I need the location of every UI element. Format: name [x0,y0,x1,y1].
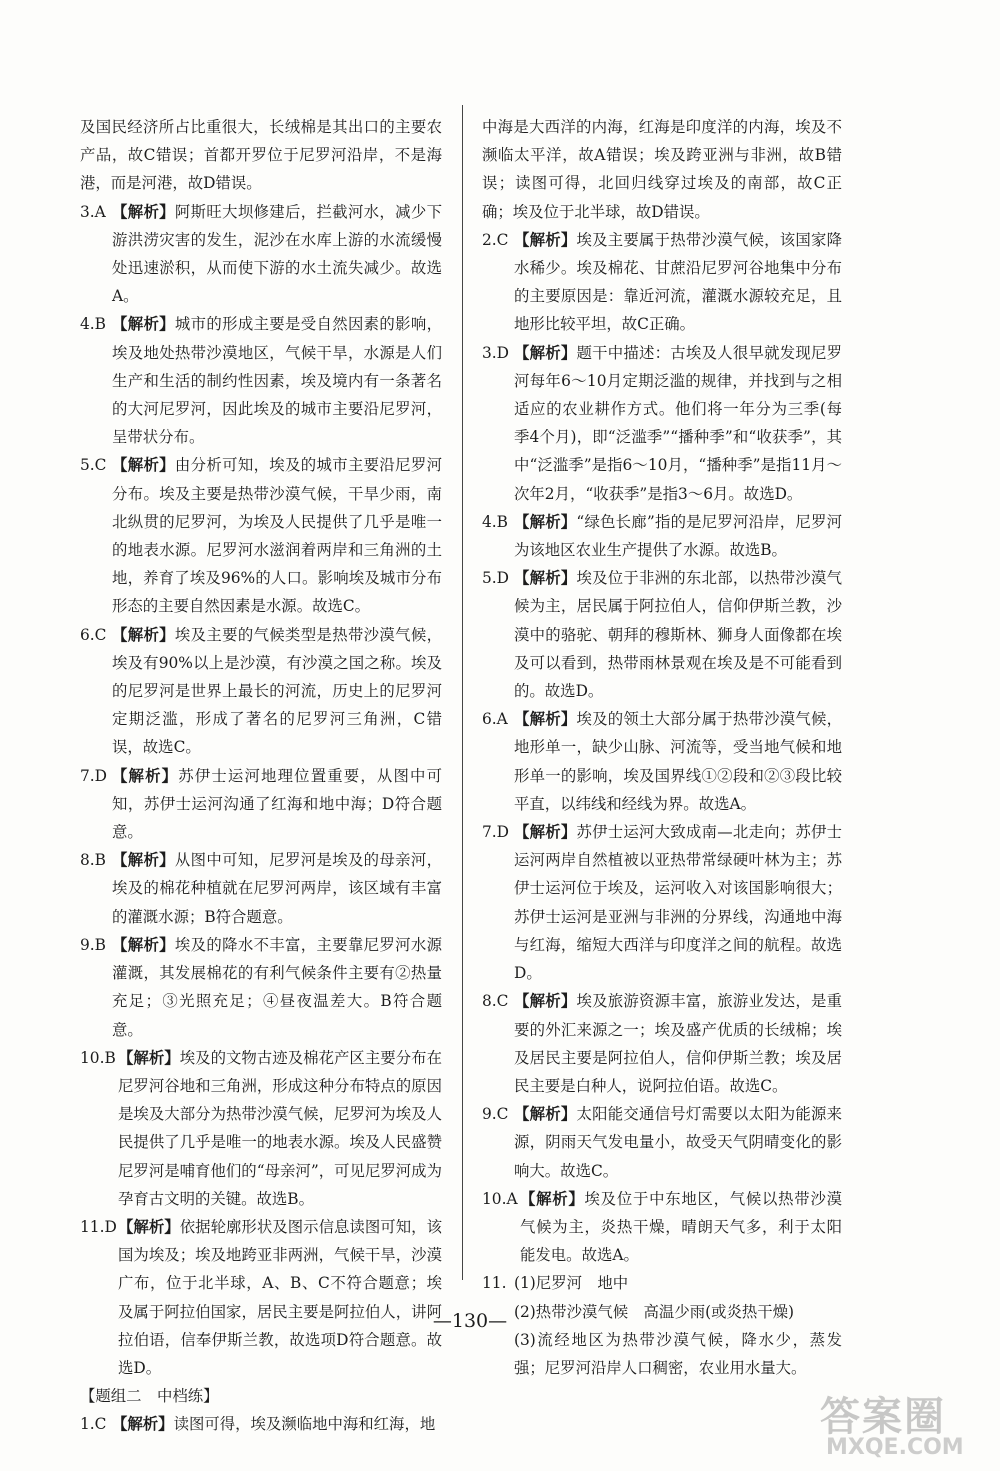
answer-part-1: (1)尼罗河 地中 [514,1274,629,1293]
answer-item [482,818,842,987]
answer-item [80,1410,442,1438]
item-text: 苏伊士运河大致成南—北走向；苏伊士运河两岸自然植被以亚热带常绿硬叶林为主；苏伊士运河位于埃及，运河收入对该国影响很大；苏伊士运河是亚洲与非洲的分界线，沟通地中海与红海，缩短大西洋与印度洋之间的航程。故选D。 [514,823,842,983]
item-text: 太阳能交通信号灯需要以太阳为能源来源，阴雨天气发电量小，故受天气阴晴变化的影响大。故选C。 [514,1105,842,1180]
answer-item [482,987,842,1100]
column-divider [462,105,463,1280]
item-text: 题干中描述：古埃及人很早就发现尼罗河每年6～10月定期泛滥的规律，并找到与之相适应的农业耕作方式。他们将一年分为三季(每季4个月)，即“泛滥季”“播种季”和“收获季”，其中“泛滥季”是指6～10月，“播种季”是指11月～次年2月，“收获季”是指3～6月。故选D。 [514,343,842,503]
analysis-tag: 【解析】 [514,343,577,362]
analysis-tag: 【解析】 [118,1217,180,1236]
analysis-tag: 【解析】 [514,230,577,249]
answer-item [482,1100,842,1185]
right-column [482,113,842,1382]
answer-item [482,226,842,339]
item-text: 埃及的降水不丰富，主要靠尼罗河水源灌溉，其发展棉花的有利气候条件主要有②热量充足；③光照充足；④昼夜温差大。B符合题意。 [112,935,442,1039]
answer-part-2: (2)热带沙漠气候 高温少雨(或炎热干燥) [514,1302,795,1321]
left-continuation: 及国民经济所占比重很大，长绒棉是其出口的主要农产品，故C错误；首都开罗位于尼罗河沿岸，不是海港，而是河港，故D错误。 [80,118,442,193]
watermark-text: 答案圈 [820,1393,946,1440]
answer-item [80,1213,442,1382]
item-number: 5.D [482,569,510,588]
answer-item [80,310,442,451]
answer-item [80,762,442,847]
item-text: 埃及旅游资源丰富，旅游业发达，是重要的外汇来源之一；埃及盛产优质的长绒棉；埃及居民主要是阿拉伯人，信仰伊斯兰教；埃及居民主要是白种人，说阿拉伯语。故选C。 [514,992,842,1095]
item-text: 依据轮廓形状及图示信息读图可知，该国为埃及；埃及地跨亚非两洲，气候干旱，沙漠广布，位于北半球，A、B、C不符合题意；埃及属于阿拉伯国家，居民主要是阿拉伯人，讲阿拉伯语，信奉伊斯兰教，故选项D符合题意。故选D。 [118,1217,442,1377]
item-text: 阿斯旺大坝修建后，拦截河水，减少下游洪涝灾害的发生，泥沙在水库上游的水流缓慢处迅速淤积，从而使下游的水土流失减少。故选A。 [112,202,442,306]
answer-item [482,564,842,705]
analysis-tag: 【解析】 [514,569,577,588]
item-text: 由分析可知，埃及的城市主要沿尼罗河分布。埃及主要是热带沙漠气候，干旱少雨，南北纵贯的尼罗河，为埃及人民提供了几乎是唯一的地表水源。尼罗河水滋润着两岸和三角洲的土地，养育了埃及96%的人口。影响埃及城市分布形态的主要自然因素是水源。故选C。 [112,456,442,616]
item-number: 8.B [80,851,106,870]
answer-item [80,198,442,311]
item-number: 11.D [80,1217,117,1236]
answer-item [80,931,442,1044]
analysis-tag: 【解析】 [112,625,175,644]
analysis-tag: 【解析】 [514,512,577,531]
analysis-tag: 【解析】 [514,1105,577,1124]
item-number: 9.B [80,935,106,954]
item-number: 9.C [482,1105,509,1124]
item-number: 7.D [482,823,510,842]
analysis-tag: 【解析】 [112,202,175,221]
item-text: 埃及的文物古迹及棉花产区主要分布在尼罗河谷地和三角洲，形成这种分布特点的原因是埃及大部分为热带沙漠气候，尼罗河为埃及人民提供了几乎是唯一的地表水源。埃及人民盛赞尼罗河是哺育他们的“母亲河”，可见尼罗河成为孕育古文明的关键。故选B。 [118,1048,442,1208]
item-text: 埃及主要属于热带沙漠气候，该国家降水稀少。埃及棉花、甘蔗沿尼罗河谷地集中分布的主要原因是：靠近河流，灌溉水源较充足，且地形比较平坦，故C正确。 [514,230,842,334]
analysis-tag: 【解析】 [112,1415,174,1434]
item-number: 10.B [80,1048,116,1067]
analysis-tag: 【解析】 [520,1189,585,1208]
right-continuation: 中海是大西洋的内海，红海是印度洋的内海，埃及不濒临太平洋，故A错误；埃及跨亚洲与非洲，故B错误；读图可得，北回归线穿过埃及的南部，故C正确；埃及位于北半球，故D错误。 [482,118,842,221]
watermark-url: MXQE.COM [826,1435,964,1460]
analysis-tag: 【解析】 [112,315,175,334]
answer-part-3: (3)流经地区为热带沙漠气候，降水少，蒸发强；尼罗河沿岸人口稠密，农业用水量大。 [514,1330,842,1377]
analysis-tag: 【解析】 [514,992,577,1011]
item-text: 埃及位于非洲的东北部，以热带沙漠气候为主，居民属于阿拉伯人，信仰伊斯兰教，沙漠中的骆驼、朝拜的穆斯林、狮身人面像都在埃及可以看到，热带雨林景观在埃及是不可能看到的。故选D。 [514,569,842,701]
answer-item [482,1185,842,1270]
answer-item [482,705,842,818]
item-number: 3.D [482,343,510,362]
answer-item [80,621,442,762]
answer-item [80,1044,442,1213]
item-number: 4.B [80,315,106,334]
item-number: 6.C [80,625,107,644]
item-number: 1.C [80,1415,107,1434]
item-number: 6.A [482,710,508,729]
item-number: 11. [482,1274,507,1293]
item-text: 城市的形成主要是受自然因素的影响，埃及地处热带沙漠地区，气候干旱，水源是人们生产和生活的制约性因素，埃及境内有一条著名的大河尼罗河，因此埃及的城市主要沿尼罗河，呈带状分布。 [112,315,442,447]
answer-item [80,846,442,931]
item-text: 埃及位于中东地区，气候以热带沙漠气候为主，炎热干燥，晴朗天气多，利于太阳能发电。故选A。 [520,1189,842,1265]
analysis-tag: 【解析】 [112,851,175,870]
item-number: 7.D [80,766,108,785]
analysis-tag: 【解析】 [112,766,179,785]
analysis-tag: 【解析】 [118,1048,180,1067]
item-number: 10.A [482,1189,518,1208]
section-title: 【题组二 中档练】 [80,1387,219,1406]
item-number: 2.C [482,230,509,249]
watermark-logo [820,1385,990,1465]
item-number: 3.A [80,202,106,221]
item-text: 读图可得，埃及濒临地中海和红海，地 [173,1415,436,1434]
analysis-tag: 【解析】 [514,823,577,842]
item-number: 4.B [482,512,508,531]
item-number: 5.C [80,456,107,475]
item-text: 从图中可知，尼罗河是埃及的母亲河，埃及的棉花种植就在尼罗河两岸，该区域有丰富的灌溉水源；B符合题意。 [112,851,442,926]
left-column [80,113,442,1439]
analysis-tag: 【解析】 [514,710,577,729]
item-number: 8.C [482,992,509,1011]
answer-item [482,508,842,564]
analysis-tag: 【解析】 [112,935,175,954]
item-text: 埃及主要的气候类型是热带沙漠气候，埃及有90%以上是沙漠，有沙漠之国之称。埃及的尼罗河是世界上最长的河流，历史上的尼罗河定期泛滥，形成了著名的尼罗河三角洲，C错误，故选C。 [112,625,442,757]
item-text: 苏伊士运河地理位置重要，从图中可知，苏伊士运河沟通了红海和地中海；D符合题意。 [112,766,442,842]
page-number: —130— [432,1310,508,1332]
item-text: “绿色长廊”指的是尼罗河沿岸，尼罗河为该地区农业生产提供了水源。故选B。 [514,512,842,560]
item-text: 埃及的领土大部分属于热带沙漠气候，地形单一，缺少山脉、河流等，受当地气候和地形单一的影响，埃及国界线①②段和②③段比较平直，以纬线和经线为界。故选A。 [514,710,842,813]
analysis-tag: 【解析】 [112,456,175,475]
answer-item [80,451,442,620]
answer-item [482,339,842,508]
